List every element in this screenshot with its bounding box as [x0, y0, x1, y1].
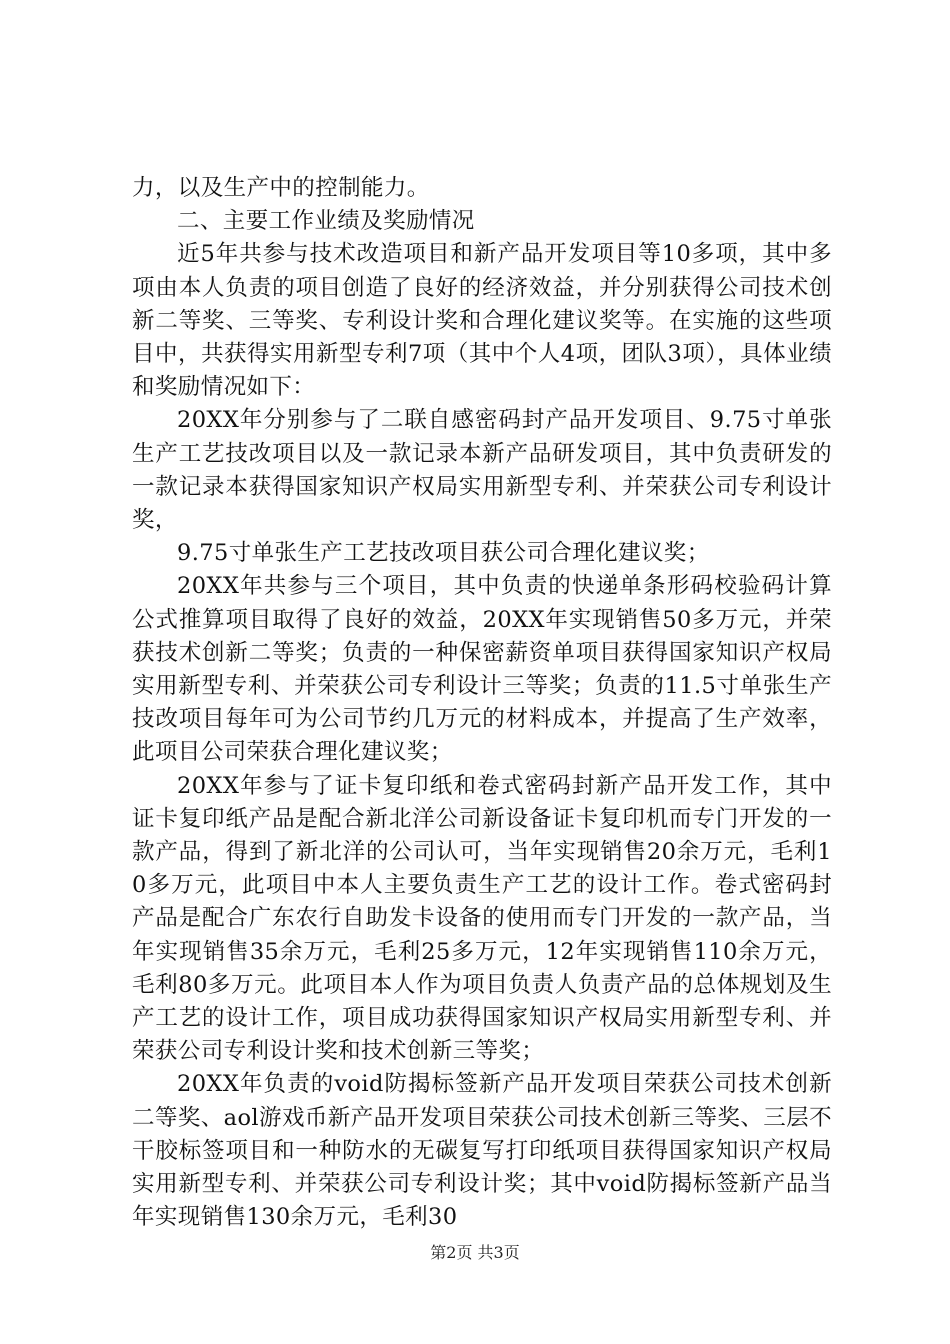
paragraph-year-4: 20XX年负责的void防揭标签新产品开发项目荣获公司技术创新二等奖、aol游戏币新产品开发项目荣获公司技术创新三等奖、三层不干胶标签项目和一种防水的无碳复写打印纸项目获得国家知识产权局实用新型专利、并荣获公司专利设计奖；其中void防揭标签新产品当年实现销售130余万元，毛利30 [132, 1071, 832, 1231]
document-body [132, 172, 832, 1235]
paragraph-summary: 近5年共参与技术改造项目和新产品开发项目等10多项，其中多项由本人负责的项目创造了良好的经济效益，并分别获得公司技术创新二等奖、三等奖、专利设计奖和合理化建议奖等。在实施的这些项目中，共获得实用新型专利7项（其中个人4项，团队3项），具体业绩和奖励情况如下： [132, 241, 832, 401]
paragraph-year-3: 20XX年参与了证卡复印纸和卷式密码封新产品开发工作，其中证卡复印纸产品是配合新北洋公司新设备证卡复印机而专门开发的一款产品，得到了新北洋的公司认可，当年实现销售20余万元，毛利10多万元，此项目中本人主要负责生产工艺的设计工作。卷式密码封产品是配合广东农行自助发卡设备的使用而专门开发的一款产品，当年实现销售35余万元，毛利25多万元，12年实现销售110余万元，毛利80多万元。此项目本人作为项目负责人负责产品的总体规划及生产工艺的设计工作，项目成功获得国家知识产权局实用新型专利、并荣获公司专利设计奖和技术创新三等奖； [132, 772, 832, 1065]
paragraph-year-1: 20XX年分别参与了二联自感密码封产品开发项目、9.75寸单张生产工艺技改项目以及一款记录本新产品研发项目，其中负责研发的一款记录本获得国家知识产权局实用新型专利、并荣获公司专利设计奖， [132, 407, 832, 534]
page-footer: 第2页 共3页 [430, 1243, 520, 1262]
paragraph-year-2: 20XX年共参与三个项目，其中负责的快递单条形码校验码计算公式推算项目取得了良好的效益，20XX年实现销售50多万元，并荣获技术创新二等奖；负责的一种保密薪资单项目获得国家知识产权局实用新型专利、并荣获公司专利设计三等奖；负责的11.5寸单张生产技改项目每年可为公司节约几万元的材料成本，并提高了生产效率，此项目公司荣获合理化建议奖； [132, 573, 832, 766]
paragraph-continuation: 力，以及生产中的控制能力。 [132, 175, 430, 201]
section-heading: 二、主要工作业绩及奖励情况 [177, 208, 475, 235]
paragraph-technical-improvement: 9.75寸单张生产工艺技改项目获公司合理化建议奖； [177, 540, 710, 567]
